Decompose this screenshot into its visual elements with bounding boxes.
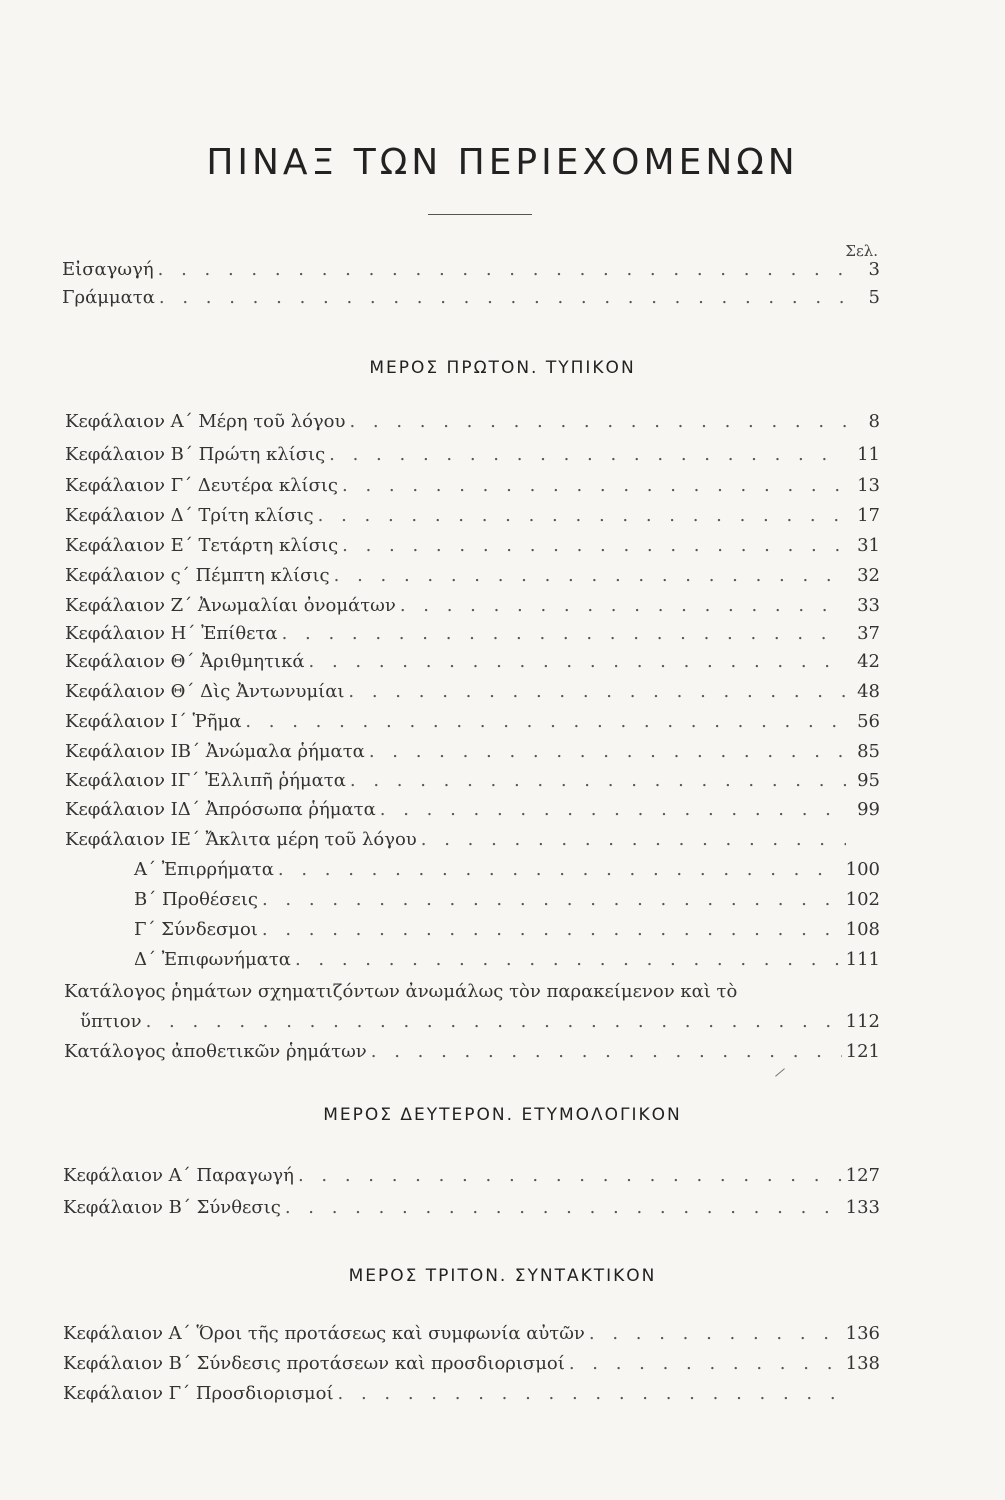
- entry-page: 17: [857, 505, 880, 526]
- entry-label: Β΄ Προθέσεις: [134, 889, 258, 910]
- entry-label: Κεφάλαιον Α΄ Ὅροι τῆς προτάσεως καὶ συμφωνία αὐτῶν: [63, 1323, 585, 1344]
- entry-page: 111: [845, 949, 880, 970]
- toc-entry: [65, 767, 880, 795]
- leader-dots: [285, 1194, 842, 1222]
- entry-label: Κεφάλαιον Δ΄ Τρίτη κλίσις: [65, 505, 314, 526]
- toc-sub-entry: [134, 916, 880, 944]
- entry-page: 13: [857, 475, 880, 496]
- entry-label: Κατάλογος ἀποθετικῶν ῥημάτων: [64, 1041, 367, 1062]
- leader-dots: [342, 472, 846, 500]
- entry-page: [850, 826, 880, 854]
- toc-entry: [63, 1380, 880, 1408]
- leader-dots: [309, 648, 846, 676]
- toc-entry: [63, 1320, 880, 1348]
- entry-page: 42: [857, 651, 880, 672]
- leader-dots: [380, 796, 846, 824]
- entry-label: Κεφάλαιον Ζ΄ Ἀνωμαλίαι ὀνομάτων: [65, 595, 396, 616]
- toc-entry: [65, 472, 880, 500]
- leader-dots: [348, 678, 846, 706]
- leader-dots: [298, 1162, 842, 1190]
- entry-page: 32: [857, 565, 880, 586]
- toc-entry: [63, 1194, 880, 1222]
- leader-dots: [159, 284, 846, 312]
- entry-page: 112: [845, 1011, 880, 1032]
- entry-page: 56: [857, 711, 880, 732]
- toc-entry-intro: [62, 256, 880, 284]
- title-rule: [428, 214, 532, 215]
- toc-sub-entry: [134, 856, 880, 884]
- toc-sub-entry: [134, 946, 880, 974]
- entry-label: Γράμματα: [62, 287, 155, 308]
- entry-label: Εἰσαγωγή: [62, 259, 154, 280]
- leader-dots: [146, 1008, 842, 1036]
- leader-dots: [295, 946, 842, 974]
- entry-page: 5: [868, 287, 880, 308]
- entry-label: Κεφάλαιον Ι΄ Ῥῆμα: [65, 711, 242, 732]
- toc-entry: [65, 502, 880, 530]
- leader-dots: [569, 1350, 842, 1378]
- entry-label: Κεφάλαιον ΙΕ΄ Ἄκλιτα μέρη τοῦ λόγου: [65, 829, 417, 850]
- leader-dots: [589, 1320, 842, 1348]
- toc-entry: [65, 708, 880, 736]
- leader-dots: [329, 441, 846, 469]
- leader-dots: [349, 408, 846, 436]
- entry-label: Γ΄ Σύνδεσμοι: [134, 919, 258, 940]
- entry-page: 136: [845, 1323, 880, 1344]
- toc-entry: [65, 532, 880, 560]
- entry-page: 138: [845, 1353, 880, 1374]
- toc-sub-entry: [134, 886, 880, 914]
- leader-dots: [421, 826, 846, 854]
- toc-entry-catalog: [80, 1008, 880, 1036]
- part1-heading: ΜΕΡΟΣ ΠΡΩΤΟΝ. ΤΥΠΙΚΟΝ: [369, 358, 636, 378]
- entry-page: 108: [845, 919, 880, 940]
- leader-dots: [262, 916, 842, 944]
- leader-dots: [282, 620, 846, 648]
- entry-label: Κεφάλαιον Θ΄ Δὶς Ἀντωνυμίαι: [65, 681, 345, 702]
- toc-entry: [65, 562, 880, 590]
- page-title: ΠΙΝΑΞ ΤΩΝ ΠΕΡΙΕΧΟΜΕΝΩΝ: [206, 142, 799, 183]
- leader-dots: [318, 502, 846, 530]
- entry-label: Κεφάλαιον ΙΔ΄ Ἀπρόσωπα ῥήματα: [65, 799, 376, 820]
- leader-dots: [371, 1038, 842, 1066]
- entry-label: Κεφάλαιον Α΄ Μέρη τοῦ λόγου: [65, 411, 346, 432]
- leader-dots: [245, 708, 846, 736]
- entry-page: 3: [868, 259, 880, 280]
- entry-page: [850, 1380, 880, 1408]
- leader-dots: [350, 767, 846, 795]
- toc-entry: [65, 620, 880, 648]
- entry-label: Κεφάλαιον ΙΓ΄ Ἐλλιπῆ ῥήματα: [65, 770, 346, 791]
- catalog-line: Κατάλογος ῥημάτων σχηματιζόντων ἀνωμάλως τὸν παρακείμενον καὶ τὸ: [64, 981, 738, 1002]
- entry-label: Κεφάλαιον Θ΄ Ἀριθμητικά: [65, 651, 305, 672]
- toc-entry: [63, 1350, 880, 1378]
- part3-heading: ΜΕΡΟΣ ΤΡΙΤΟΝ. ΣΥΝΤΑΚΤΙΚΟΝ: [348, 1266, 657, 1286]
- entry-label: Κεφάλαιον Β΄ Πρώτη κλίσις: [65, 444, 326, 465]
- entry-page: 11: [857, 444, 880, 465]
- leader-dots: [342, 532, 846, 560]
- entry-page: 48: [857, 681, 880, 702]
- entry-label: Κεφάλαιον Η΄ Ἐπίθετα: [65, 623, 278, 644]
- entry-label: Α΄ Ἐπιρρήματα: [134, 859, 274, 880]
- entry-label: Κεφάλαιον Β΄ Σύνδεσις προτάσεων καὶ προσδιορισμοί: [63, 1353, 565, 1374]
- part2-heading: ΜΕΡΟΣ ΔΕΥΤΕΡΟΝ. ΕΤΥΜΟΛΟΓΙΚΟΝ: [323, 1105, 682, 1125]
- toc-entry: [65, 796, 880, 824]
- leader-dots: [400, 592, 846, 620]
- page-column-label: Σελ.: [845, 242, 878, 260]
- leader-dots: [334, 562, 846, 590]
- entry-label: ὕπτιον: [80, 1011, 142, 1032]
- leader-dots: [278, 856, 842, 884]
- leader-dots: [262, 886, 842, 914]
- entry-label: Δ΄ Ἐπιφωνήματα: [134, 949, 291, 970]
- toc-entry-catalog: [64, 1038, 880, 1066]
- entry-page: 133: [845, 1197, 880, 1218]
- toc-entry: [65, 826, 880, 854]
- entry-label: Κεφάλαιον ΙΒ΄ Ἀνώμαλα ῥήματα: [65, 741, 365, 762]
- entry-page: 33: [857, 595, 880, 616]
- toc-entry: [65, 738, 880, 766]
- toc-entry: [65, 408, 880, 436]
- leader-dots: [158, 256, 846, 284]
- leader-dots: [338, 1380, 846, 1408]
- entry-page: 127: [845, 1165, 880, 1186]
- entry-label: Κεφάλαιον ς΄ Πέμπτη κλίσις: [65, 565, 330, 586]
- entry-page: 100: [845, 859, 880, 880]
- entry-page: 99: [857, 799, 880, 820]
- entry-page: 85: [857, 741, 880, 762]
- toc-entry: [65, 441, 880, 469]
- entry-page: 8: [868, 411, 880, 432]
- entry-page: 102: [845, 889, 880, 910]
- entry-label: Κεφάλαιον Γ΄ Προσδιορισμοί: [63, 1383, 334, 1404]
- entry-page: 95: [857, 770, 880, 791]
- leader-dots: [369, 738, 846, 766]
- entry-label: Κεφάλαιον Α΄ Παραγωγή: [63, 1165, 294, 1186]
- entry-page: 31: [857, 535, 880, 556]
- toc-entry: [63, 1162, 880, 1190]
- toc-entry: [65, 592, 880, 620]
- toc-entry: [65, 678, 880, 706]
- stray-mark: [775, 1068, 785, 1076]
- entry-page: 37: [857, 623, 880, 644]
- toc-entry: [65, 648, 880, 676]
- toc-entry-letters: [62, 284, 880, 312]
- entry-label: Κεφάλαιον Γ΄ Δευτέρα κλίσις: [65, 475, 339, 496]
- entry-page: 121: [845, 1041, 880, 1062]
- entry-label: Κεφάλαιον Ε΄ Τετάρτη κλίσις: [65, 535, 339, 556]
- entry-label: Κεφάλαιον Β΄ Σύνθεσις: [63, 1197, 281, 1218]
